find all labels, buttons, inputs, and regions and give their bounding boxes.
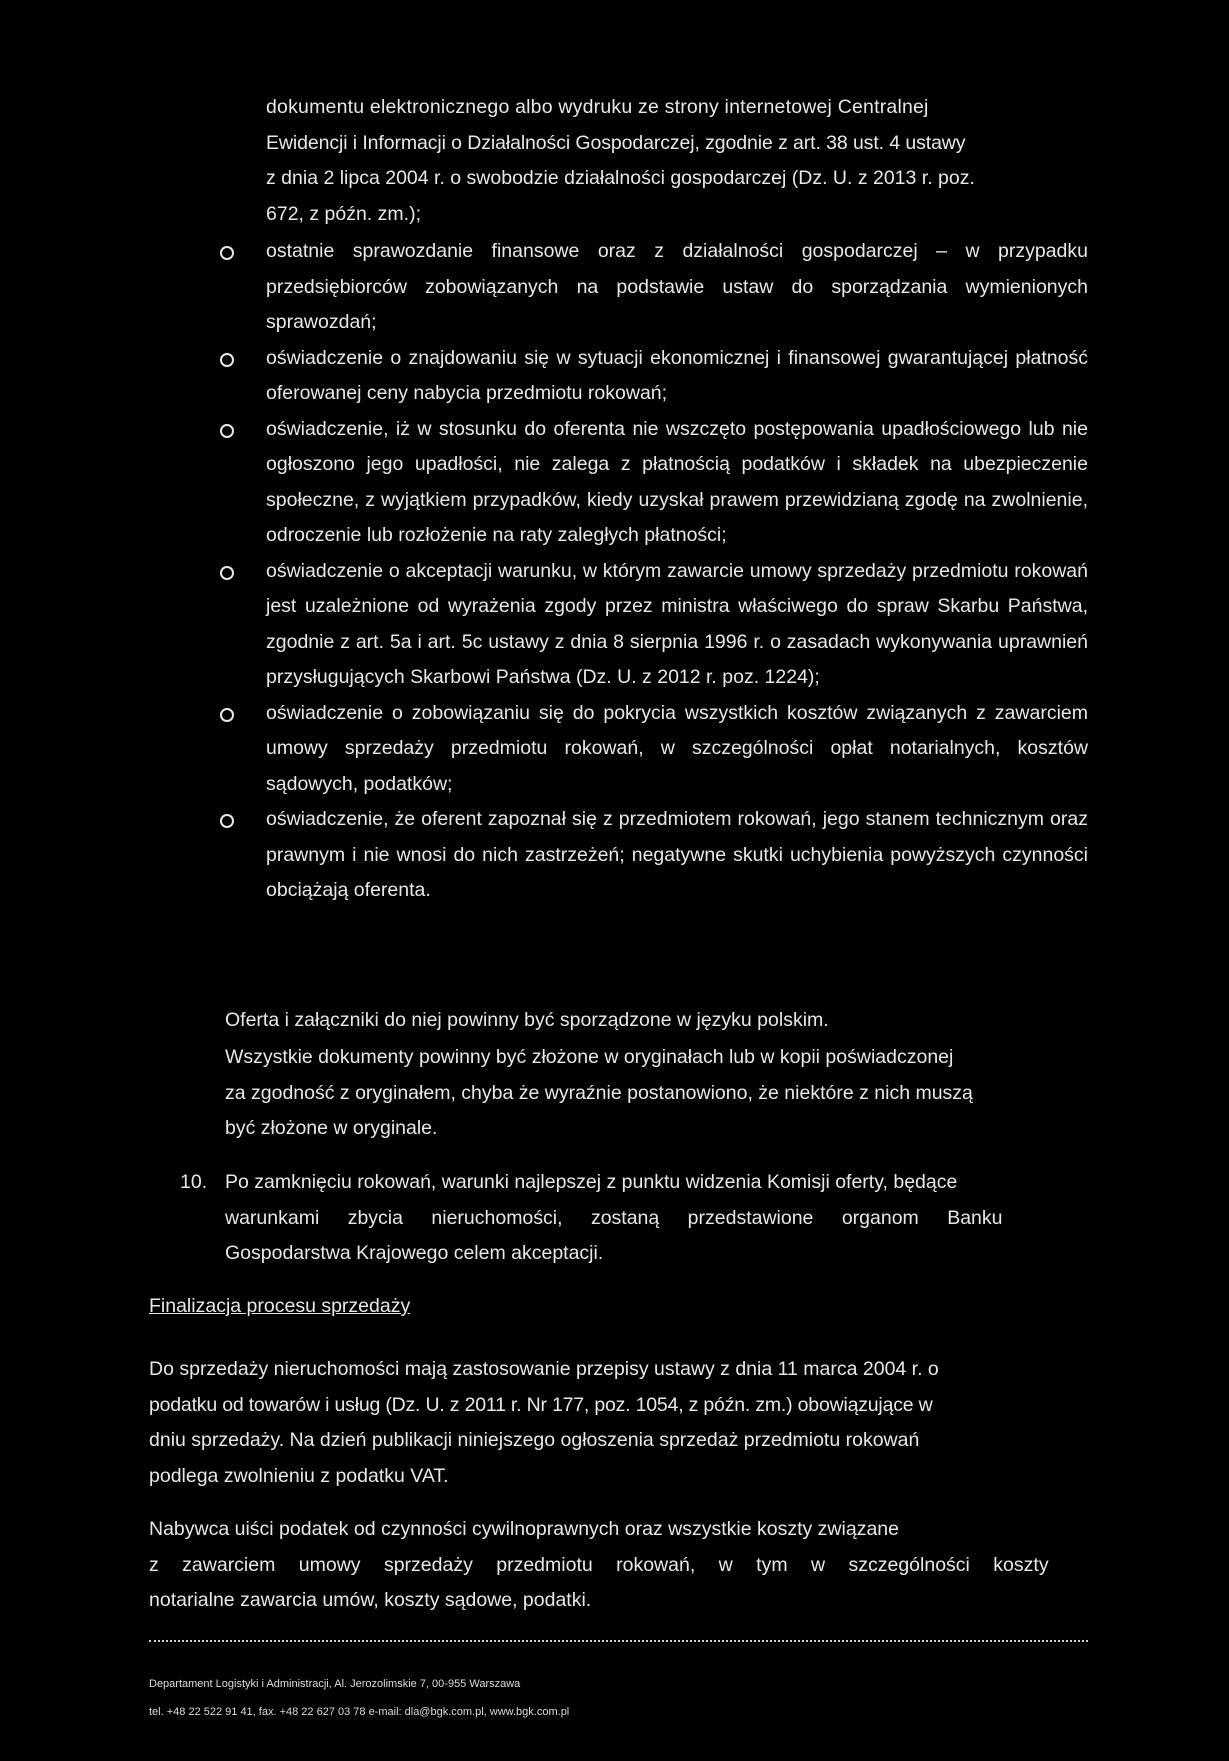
list-item bbox=[220, 234, 1088, 341]
list-item bbox=[220, 696, 1088, 803]
text-line: dniu sprzedaży. Na dzień publikacji niniejszego ogłoszenia sprzedaż przedmiotu rokowań bbox=[149, 1429, 920, 1451]
text-line: z zawarciem umowy sprzedaży przedmiotu rokowań, w tym w szczególności koszty bbox=[149, 1553, 1049, 1576]
costs-paragraph bbox=[149, 1512, 1088, 1619]
bullet-circle-icon bbox=[220, 353, 234, 367]
text-line: warunkami zbycia nieruchomości, zostaną przedstawione organom Banku bbox=[225, 1206, 1003, 1229]
list-item-text: oświadczenie o znajdowaniu się w sytuacji ekonomicznej i finansowej gwarantującej płatność oferowanej ceny nabycia przedmiotu rokowań; bbox=[266, 346, 1088, 404]
attachments-bullet-list bbox=[220, 234, 1088, 909]
footer-divider bbox=[149, 1640, 1088, 1642]
bullet-circle-icon bbox=[220, 566, 234, 580]
text-line: podlega zwolnieniu z podatku VAT. bbox=[149, 1464, 449, 1487]
list-item-text: oświadczenie o zobowiązaniu się do pokrycia wszystkich kosztów związanych z zawarciem umowy sprzedaży przedmiotu rokowań, w szczególności opłat notarialnych, kosztów sądowych, podatków; bbox=[266, 701, 1088, 795]
text-line: notarialne zawarcia umów, koszty sądowe, podatki. bbox=[149, 1589, 592, 1611]
text-line: Oferta i załączniki do niej powinny być sporządzone w języku polskim. bbox=[225, 1009, 829, 1031]
list-item bbox=[220, 341, 1088, 412]
text-line: Wszystkie dokumenty powinny być złożone w oryginałach lub w kopii poświadczonej bbox=[225, 1046, 954, 1068]
section-heading: Finalizacja procesu sprzedaży bbox=[149, 1295, 411, 1317]
text-line: za zgodność z oryginałem, chyba że wyraźnie postanowiono, że niektóre z nich muszą bbox=[225, 1081, 973, 1104]
text-line: Ewidencji i Informacji o Działalności Gospodarczej, zgodnie z art. 38 ust. 4 ustawy bbox=[266, 131, 966, 154]
footer-address: Departament Logistyki i Administracji, Al. Jerozolimskie 7, 00-955 Warszawa bbox=[149, 1678, 521, 1690]
item-number: 10. bbox=[180, 1171, 208, 1193]
text-line: być złożone w oryginale. bbox=[225, 1117, 438, 1139]
text-line: 672, z późn. zm.); bbox=[266, 202, 421, 225]
text-line: Do sprzedaży nieruchomości mają zastosowanie przepisy ustawy z dnia 11 marca 2004 r. o bbox=[149, 1358, 939, 1380]
text-line: podatku od towarów i usług (Dz. U. z 2011 r. Nr 177, poz. 1054, z późn. zm.) obowiązujące w bbox=[149, 1393, 933, 1416]
continuation-paragraph bbox=[266, 90, 1088, 232]
list-item-text: ostatnie sprawozdanie finansowe oraz z działalności gospodarczej – w przypadku przedsiębiorców zobowiązanych na podstawie ustaw do sporządzania wymienionych sprawozdań; bbox=[266, 240, 1088, 333]
list-item bbox=[220, 412, 1088, 554]
bullet-circle-icon bbox=[220, 246, 234, 260]
list-item bbox=[220, 802, 1088, 909]
text-line: Nabywca uiści podatek od czynności cywilnoprawnych oraz wszystkie koszty związane bbox=[149, 1518, 899, 1540]
text-line: z dnia 2 lipca 2004 r. o swobodzie działalności gospodarczej (Dz. U. z 2013 r. poz. bbox=[266, 167, 975, 189]
list-item bbox=[220, 554, 1088, 696]
text-line: Gospodarstwa Krajowego celem akceptacji. bbox=[225, 1242, 604, 1264]
language-paragraph bbox=[225, 1003, 1088, 1039]
bullet-circle-icon bbox=[220, 814, 234, 828]
text-line: Po zamknięciu rokowań, warunki najlepszej z punktu widzenia Komisji oferty, będące bbox=[225, 1171, 958, 1193]
originals-paragraph bbox=[225, 1040, 1088, 1147]
list-item-text: oświadczenie, iż w stosunku do oferenta nie wszczęto postępowania upadłościowego lub nie ogłoszono jego upadłości, nie zalega z płatnością podatków i składek na ubezpieczenie społeczne, z wyjątkiem przypadków, kiedy uzyskał prawem przewidzianą zgodę na zwolnienie, odroczenie lub rozłożenie na raty zaległych płatności; bbox=[266, 417, 1088, 546]
list-item-text: oświadczenie, że oferent zapoznał się z przedmiotem rokowań, jego stanem technicznym oraz prawnym i nie wnosi do nich zastrzeżeń; negatywne skutki uchybienia powyższych czynności obciążają oferenta. bbox=[266, 808, 1088, 901]
item-10-text bbox=[225, 1165, 1088, 1272]
text-line: dokumentu elektronicznego albo wydruku ze strony internetowej Centralnej bbox=[266, 96, 929, 118]
vat-paragraph bbox=[149, 1352, 1088, 1494]
bullet-circle-icon bbox=[220, 424, 234, 438]
footer-contact: tel. +48 22 522 91 41, fax. +48 22 627 03 78 e-mail: dla@bgk.com.pl, www.bgk.com.pl bbox=[149, 1706, 570, 1718]
bullet-circle-icon bbox=[220, 708, 234, 722]
list-item-text: oświadczenie o akceptacji warunku, w którym zawarcie umowy sprzedaży przedmiotu rokowań jest uzależnione od wyrażenia zgody przez ministra właściwego do spraw Skarbu Państwa, zgodnie z art. 5a i art. 5c ustawy z dnia 8 sierpnia 1996 r. o zasadach wykonywania uprawnień przysługujących Skarbowi Państwa (Dz. U. z 2012 r. poz. 1224); bbox=[266, 559, 1088, 688]
